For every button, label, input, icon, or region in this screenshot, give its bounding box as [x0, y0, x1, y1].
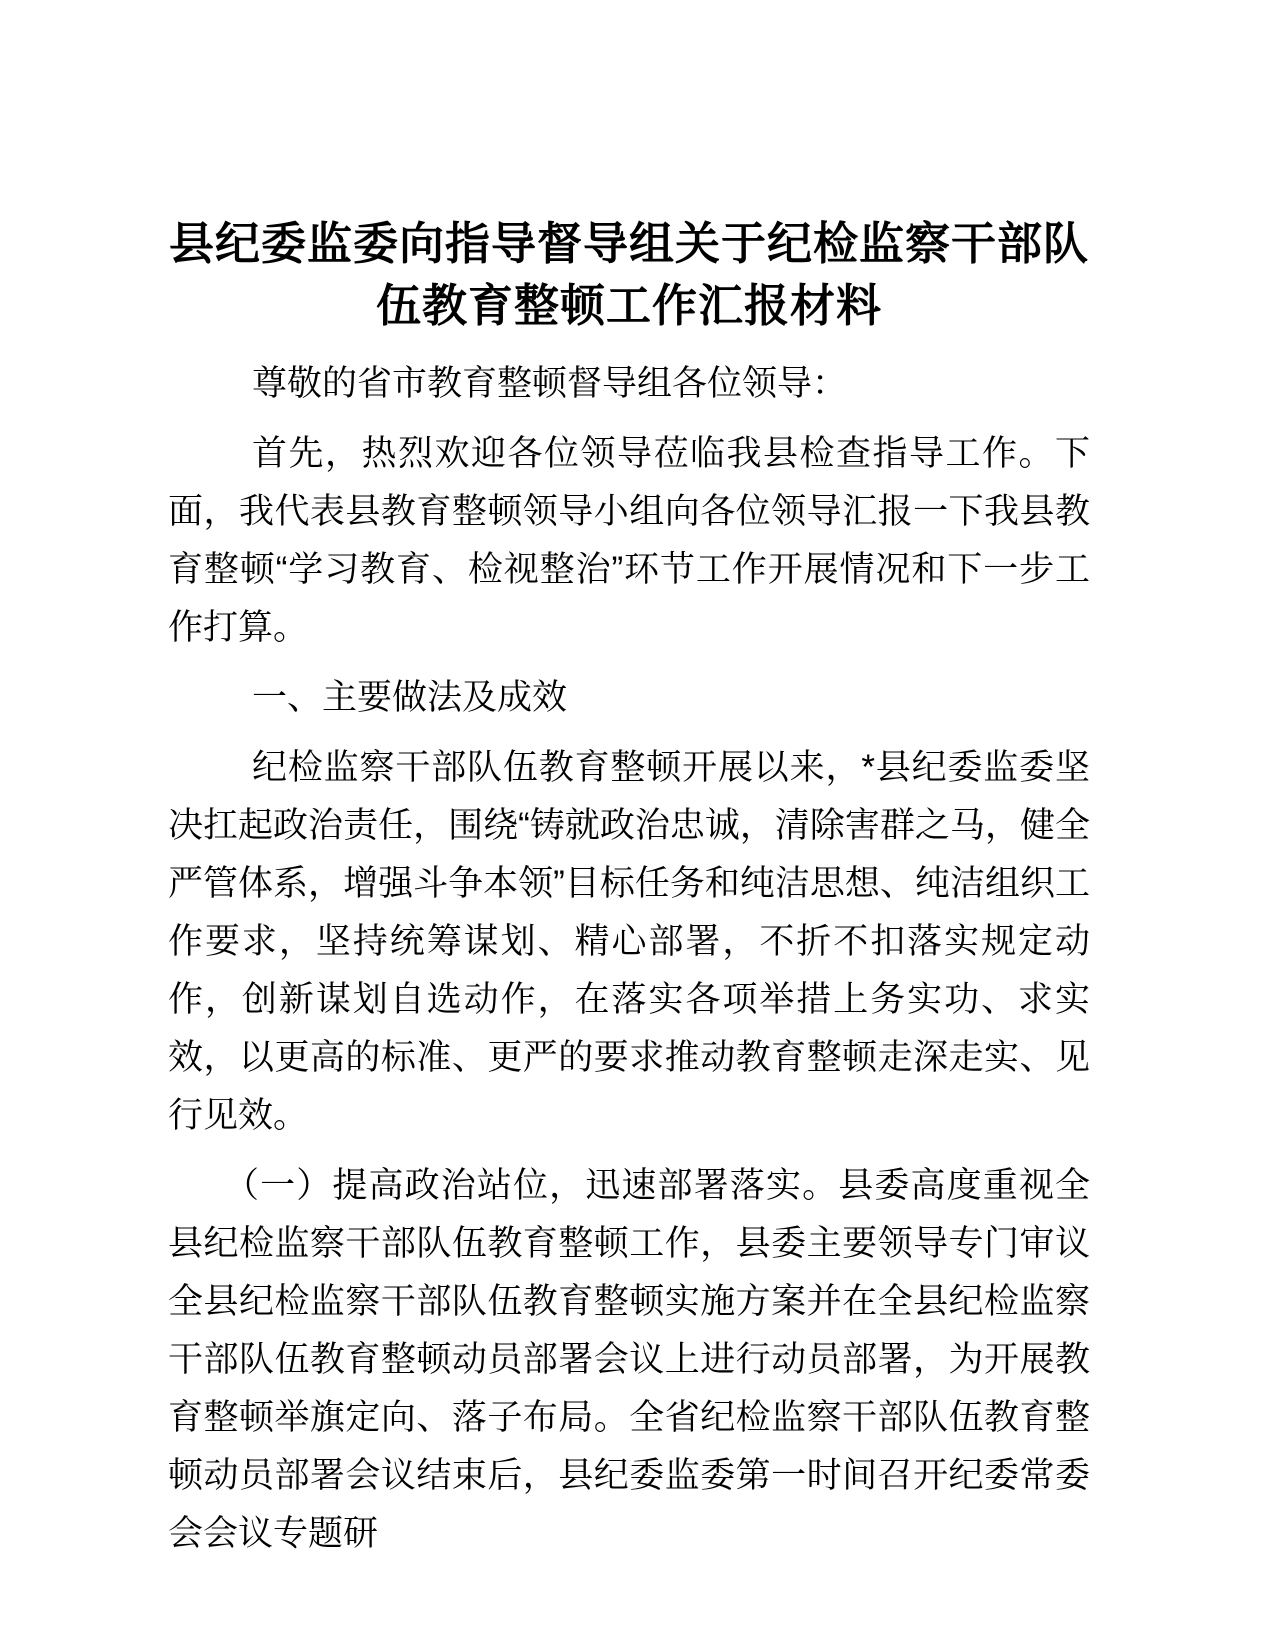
document-title-line-2: 伍教育整顿工作汇报材料 — [375, 280, 882, 331]
document-title-line-1: 县纪委监委向指导督导组关于纪检监察干部队 — [168, 218, 1089, 269]
paragraph-intro: 首先，热烈欢迎各位领导莅临我县检查指导工作。下面，我代表县教育整顿领导小组向各位领导汇报一下我县教育整顿“学习教育、检视整治”环节工作开展情况和下一步工作打算。 — [168, 434, 1090, 647]
greeting-line: 尊敬的省市教育整顿督导组各位领导： — [252, 364, 848, 403]
document-title — [168, 213, 1090, 337]
paragraph-overview: 纪检监察干部队伍教育整顿开展以来，*县纪委监委坚决扛起政治责任，围绕“铸就政治忠诚，清除害群之马，健全严管体系，增强斗争本领”目标任务和纯洁思想、纯洁组织工作要求，坚持统筹谋划、精心部署，不折不扣落实规定动作，创新谋划自选动作，在落实各项举措上务实功、求实效，以更高的标准、更严的要求推动教育整顿走深走实、见行见效。 — [168, 748, 1090, 1135]
section-heading-1: 一、主要做法及成效 — [252, 678, 568, 717]
paragraph-subsection-1: （一）提高政治站位，迅速部署落实。县委高度重视全县纪检监察干部队伍教育整顿工作，县委主要领导专门审议全县纪检监察干部队伍教育整顿实施方案并在全县纪检监察干部队伍教育整顿动员部署会议上进行动员部署，为开展教育整顿举旗定向、落子布局。全省纪检监察干部队伍教育整顿动员部署会议结束后，县纪委监委第一时间召开纪委常委会会议专题研 — [168, 1166, 1090, 1553]
